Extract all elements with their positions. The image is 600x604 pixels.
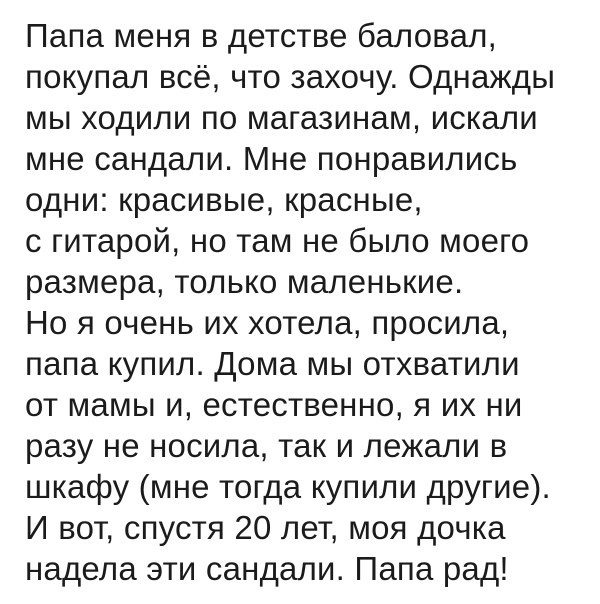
- text-line: папа купил. Дома мы отхватили: [25, 345, 520, 382]
- text-line: одни: красивые, красные,: [25, 181, 423, 218]
- text-line: мы ходили по магазинам, искали: [25, 99, 538, 136]
- text-line: разу не носила, так и лежали в: [25, 427, 508, 464]
- text-line: покупал всё, что захочу. Однажды: [25, 58, 556, 95]
- text-line: Но я очень их хотела, просила,: [25, 304, 510, 341]
- text-line: размера, только маленькие.: [25, 263, 464, 300]
- text-line: с гитарой, но там не было моего: [25, 222, 530, 259]
- text-line: надела эти сандали. Папа рад!: [25, 550, 509, 587]
- text-line: мне сандали. Мне понравились: [25, 140, 518, 177]
- text-line: от мамы и, естественно, я их ни: [25, 386, 523, 423]
- text-line: Папа меня в детстве баловал,: [25, 17, 498, 54]
- text-line: шкафу (мне тогда купили другие).: [25, 468, 551, 505]
- text-line: И вот, спустя 20 лет, моя дочка: [25, 509, 506, 546]
